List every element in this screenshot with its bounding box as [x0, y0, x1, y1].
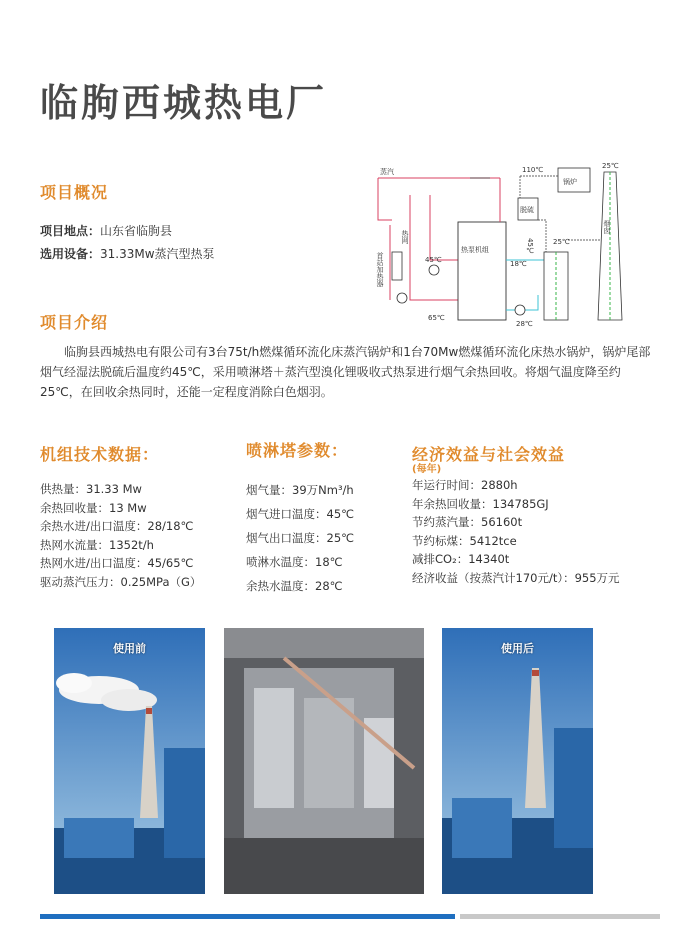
list-item: 喷淋水温度：18℃ [246, 555, 343, 569]
list-item: 供热量：31.33 Mw [40, 482, 142, 496]
list-item: 余热水温度：28℃ [246, 579, 343, 593]
benefits-subheading: (每年) [412, 464, 442, 475]
unit-tech-list [40, 480, 201, 591]
location-label: 项目地点： [40, 224, 101, 238]
unit-tech-heading: 机组技术数据： [40, 445, 160, 464]
page-title: 临朐西城热电厂 [40, 81, 328, 125]
temp-110: 110℃ [522, 166, 544, 174]
equipment-label: 选用设备： [40, 247, 101, 261]
boiler-label: 锅炉 [563, 178, 577, 186]
heater-box [392, 252, 402, 280]
list-item: 节约蒸汽量：56160t [412, 515, 523, 529]
footer-bar-blue [40, 914, 455, 919]
heat-pump-label: 热泵机组 [461, 246, 489, 254]
photo-after-image [442, 628, 593, 894]
project-location [40, 222, 172, 239]
list-item: 经济收益（按蒸汽计170元/t）：955万元 [412, 570, 620, 585]
photo-after-caption: 使用后 [501, 642, 534, 655]
list-item: 年余热回收量：134785GJ [412, 496, 549, 511]
photo-equipment-image [224, 628, 424, 894]
location-value: 山东省临朐县 [100, 224, 173, 238]
equipment-value: 31.33Mw蒸汽型热泵 [100, 247, 215, 261]
temp-45-net: 45℃ [425, 256, 442, 264]
spray-tower-heading: 喷淋塔参数： [246, 441, 349, 460]
net-supply-line [430, 195, 458, 260]
heater-steam-line [378, 178, 392, 220]
benefits-list [412, 476, 620, 587]
water-pump [515, 305, 525, 315]
temp-18: 18℃ [510, 260, 527, 268]
desulfur-label: 脱硫 [520, 206, 534, 214]
overview-heading: 项目概况 [40, 183, 109, 202]
benefits-heading: 经济效益与社会效益 [412, 445, 566, 464]
net-return-line [410, 195, 462, 300]
temp-25-chimney: 25℃ [602, 162, 619, 170]
list-item: 烟气进口温度：45℃ [246, 507, 355, 521]
list-item: 余热水进/出口温度：28/18℃ [40, 519, 194, 533]
photo-after [442, 628, 593, 894]
list-item: 余热回收量：13 Mw [40, 500, 147, 515]
net-pump-left [397, 293, 407, 303]
list-item: 热网水流量：1352t/h [40, 537, 154, 552]
list-item: 烟气量：39万Nm³/h [246, 483, 354, 497]
process-diagram [370, 160, 650, 330]
footer-bar-gray [460, 914, 660, 919]
intro-paragraph: 临朐县西城热电有限公司有3台75t/h燃煤循环流化床蒸汽锅炉和1台70Mw燃煤循环流化床热水锅炉，锅炉尾部烟气经湿法脱硫后温度约45℃，采用喷淋塔＋蒸汽型溴化锂吸收式热泵进行烟气余热回收。将烟气温度降至约25℃，在回收余热同时，还能一定程度消除白色烟羽。 [40, 345, 651, 399]
temp-65-net: 65℃ [428, 314, 445, 322]
temp-45-flue: 45℃ [526, 238, 534, 255]
heat-net-label: 热网 [401, 230, 409, 244]
list-item: 热网水进/出口温度：45/65℃ [40, 556, 194, 570]
temp-25-tower: 25℃ [553, 238, 570, 246]
photo-before [54, 628, 205, 894]
list-item: 减排CO₂：14340t [412, 552, 510, 566]
photo-before-image [54, 628, 205, 894]
heater-label: 首站加热器 [376, 252, 384, 287]
net-pump [429, 265, 439, 275]
photo-before-caption: 使用前 [113, 642, 146, 655]
list-item: 节约标煤：5412tce [412, 533, 517, 548]
list-item: 驱动蒸汽压力：0.25MPa（G） [40, 574, 202, 589]
photo-equipment [224, 628, 424, 894]
temp-28: 28℃ [516, 320, 533, 328]
heat-pump-box [458, 222, 506, 320]
flue-line-c [538, 220, 546, 252]
list-item: 烟气出口温度：25℃ [246, 531, 355, 545]
intro-heading: 项目介绍 [40, 313, 109, 332]
steam-label: 蒸汽 [380, 168, 394, 176]
spray-tower-list [246, 478, 354, 598]
selected-equipment [40, 245, 215, 262]
list-item: 年运行时间：2880h [412, 478, 518, 492]
chimney-label: 烟囱 [603, 220, 611, 234]
